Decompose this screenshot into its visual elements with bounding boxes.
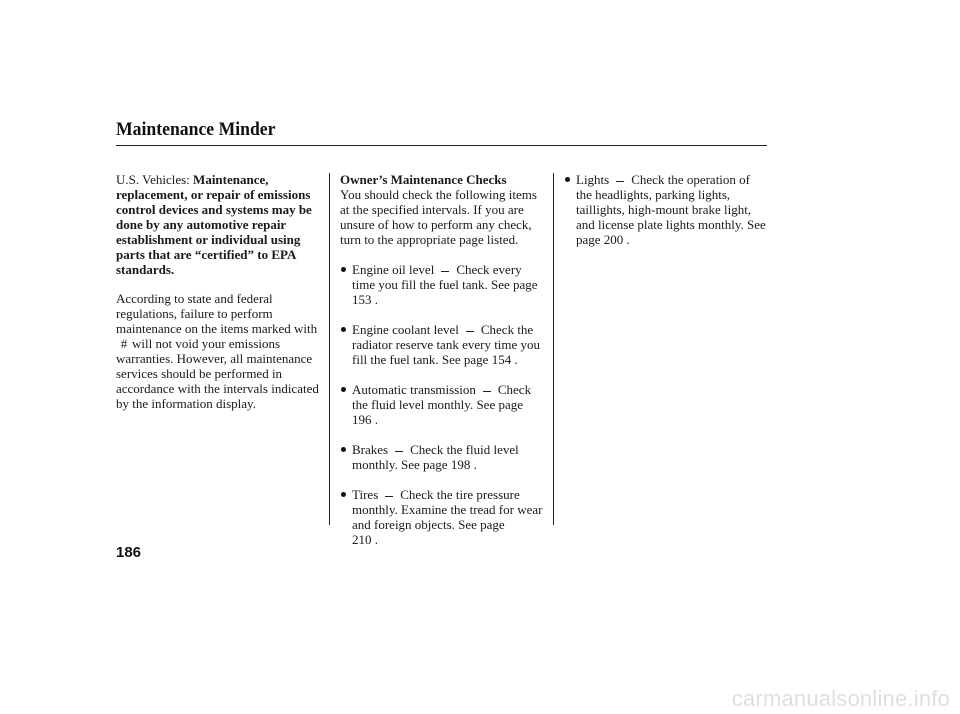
dash-icon bbox=[395, 451, 403, 452]
check-item-engine-oil: Engine oil level Check every time you fill the fuel tank. See page 153 . bbox=[340, 262, 545, 307]
check-item-text: Check the radiator reserve tank every time you fill the fuel tank. See page bbox=[352, 322, 541, 367]
hash-symbol: # bbox=[120, 336, 128, 351]
check-item-text: Check the fluid level monthly. See page bbox=[352, 442, 519, 472]
check-item-label: Lights bbox=[576, 172, 610, 187]
owner-checks-intro: You should check the following items at the specified intervals. If you are unsure of how to perform any check, turn to the appropriate page listed. bbox=[340, 187, 537, 247]
us-vehicles-label: U.S. Vehicles: bbox=[116, 172, 190, 187]
title-rule bbox=[116, 145, 767, 146]
check-item-text: Check the operation of the headlights, parking lights, taillights, high-mount brake light, and license plate lights monthly. See page bbox=[576, 172, 766, 247]
owner-checks-heading: Owner’s Maintenance Checks bbox=[340, 172, 507, 187]
check-item-label: Brakes bbox=[352, 442, 389, 457]
emissions-notice-bold: Maintenance, replacement, or repair of emissions control devices and systems may be done by any automotive repair establishment or individual using parts that are “certified” to EPA standards. bbox=[116, 172, 312, 277]
check-item-label: Engine oil level bbox=[352, 262, 435, 277]
dash-icon bbox=[483, 391, 491, 392]
check-item-lights: Lights Check the operation of the headlights, parking lights, taillights, high-mount brake light, and license plate lights monthly. See page 200 . bbox=[564, 172, 767, 247]
column-divider-right bbox=[553, 173, 554, 525]
bullet-icon bbox=[341, 447, 346, 452]
column-divider-left bbox=[329, 173, 330, 525]
bullet-icon bbox=[341, 267, 346, 272]
check-item-text: Check every time you fill the fuel tank. See page bbox=[352, 262, 538, 292]
check-item-brakes: Brakes Check the fluid level monthly. See page 198 . bbox=[340, 442, 545, 472]
check-item-tires: Tires Check the tire pressure monthly. Examine the tread for wear and foreign objects. See page 210 . bbox=[340, 487, 545, 547]
emissions-column bbox=[116, 172, 321, 411]
page-reference[interactable]: 196 bbox=[352, 412, 372, 427]
bullet-icon bbox=[565, 177, 570, 182]
check-item-automatic-transmission: Automatic transmission Check the fluid level monthly. See page 196 . bbox=[340, 382, 545, 427]
check-item-text: Check the fluid level monthly. See page bbox=[352, 382, 532, 412]
lights-column bbox=[564, 172, 767, 247]
emissions-notice bbox=[116, 172, 321, 277]
check-item-engine-coolant: Engine coolant level Check the radiator reserve tank every time you fill the fuel tank. See page 154 . bbox=[340, 322, 545, 367]
dash-icon bbox=[441, 271, 449, 272]
watermark: carmanualsonline.info bbox=[731, 686, 950, 711]
page-reference[interactable]: 200 bbox=[603, 232, 624, 247]
bullet-icon bbox=[341, 492, 346, 497]
bullet-icon bbox=[341, 387, 346, 392]
regulations-text-b: will not void your emissions warranties. However, all maintenance services should be performed in accordance with the intervals indicated by the information display. bbox=[116, 336, 319, 411]
check-item-label: Engine coolant level bbox=[352, 322, 459, 337]
bullet-icon bbox=[341, 327, 346, 332]
check-item-text: Check the tire pressure monthly. Examine the tread for wear and foreign objects. See page bbox=[352, 487, 543, 532]
owner-checks-column bbox=[340, 172, 545, 547]
regulations-text-a: According to state and federal regulations, failure to perform maintenance on the items marked with bbox=[116, 291, 318, 336]
page-title: Maintenance Minder bbox=[116, 119, 276, 140]
dash-icon bbox=[466, 331, 474, 332]
dash-icon bbox=[385, 496, 393, 497]
check-item-label: Automatic transmission bbox=[352, 382, 476, 397]
page-number: 186 bbox=[116, 544, 142, 561]
page-reference[interactable]: 198 bbox=[450, 457, 471, 472]
dash-icon bbox=[616, 181, 624, 182]
page-reference[interactable]: 154 bbox=[491, 352, 512, 367]
regulations-paragraph bbox=[116, 291, 321, 411]
page-reference[interactable]: 153 bbox=[352, 292, 372, 307]
page-reference[interactable]: 210 bbox=[352, 532, 372, 547]
check-item-label: Tires bbox=[352, 487, 379, 502]
